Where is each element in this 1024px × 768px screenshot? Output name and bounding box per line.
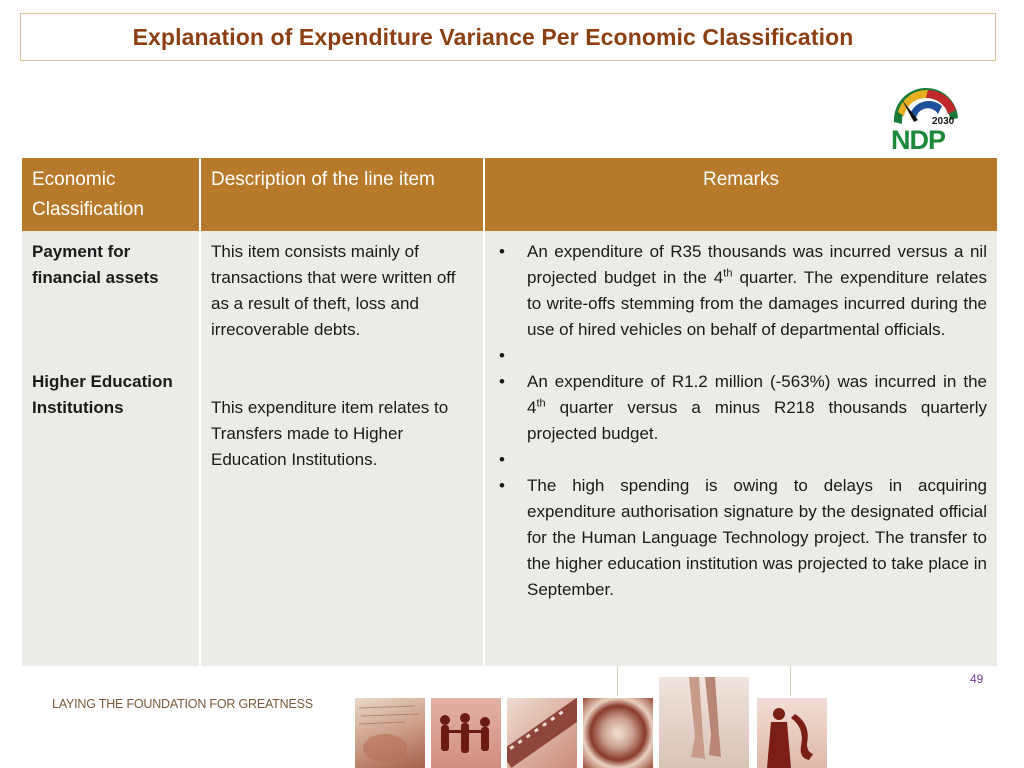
ndp-2030-logo-icon (888, 84, 964, 154)
film-reel-photo (507, 698, 577, 768)
beadwork-photo (583, 698, 653, 768)
table-header-row (22, 158, 997, 231)
tagline: LAYING THE FOUNDATION FOR GREATNESS (52, 697, 313, 711)
handwriting-photo (355, 698, 425, 768)
svg-text:2030: 2030 (932, 116, 955, 127)
description-cell (200, 231, 484, 666)
description-payment-financial-assets: This item consists mainly of transactions that were written off as a result of theft, loss and irrecoverable debts. (211, 242, 456, 339)
saxophone-player-photo (757, 698, 827, 768)
ballet-shoes-photo (659, 677, 749, 768)
classification-higher-education: Higher Education Institutions (32, 372, 173, 417)
header-remarks: Remarks (484, 158, 997, 231)
variance-table (22, 158, 997, 666)
title-box (20, 13, 996, 61)
svg-text:NDP: NDP (891, 125, 946, 154)
remarks-list (495, 239, 987, 603)
remarks-cell (484, 231, 997, 666)
description-higher-education: This expenditure item relates to Transfers made to Higher Education Institutions. (211, 398, 449, 469)
remark-higher-education-expenditure: • An expenditure of R1.2 million (-563%) was incurred in the 4th quarter versus a minus R218 thousands quarterly projected budget. (495, 369, 987, 447)
remark-higher-education-delay: • The high spending is owing to delays in acquiring expenditure authorisation signature by the designated official for the Human Language Technology project. The transfer to the higher education institution was projected to take place in September. (495, 473, 987, 603)
children-silhouette-photo (431, 698, 501, 768)
classification-cell (22, 231, 200, 666)
remark-financial-assets: • An expenditure of R35 thousands was incurred versus a nil projected budget in the 4th quarter. The expenditure relates to write-offs stemming from the damages incurred during the use of hired vehicles on behalf of departmental officials. (495, 239, 987, 343)
slide-title: Explanation of Expenditure Variance Per Economic Classification (132, 23, 854, 50)
header-description: Description of the line item (200, 158, 484, 231)
classification-payment-financial-assets: Payment for financial assets (32, 242, 159, 287)
page-number: 49 (970, 672, 984, 686)
table-row (22, 231, 997, 666)
header-classification: Economic Classification (22, 158, 200, 231)
